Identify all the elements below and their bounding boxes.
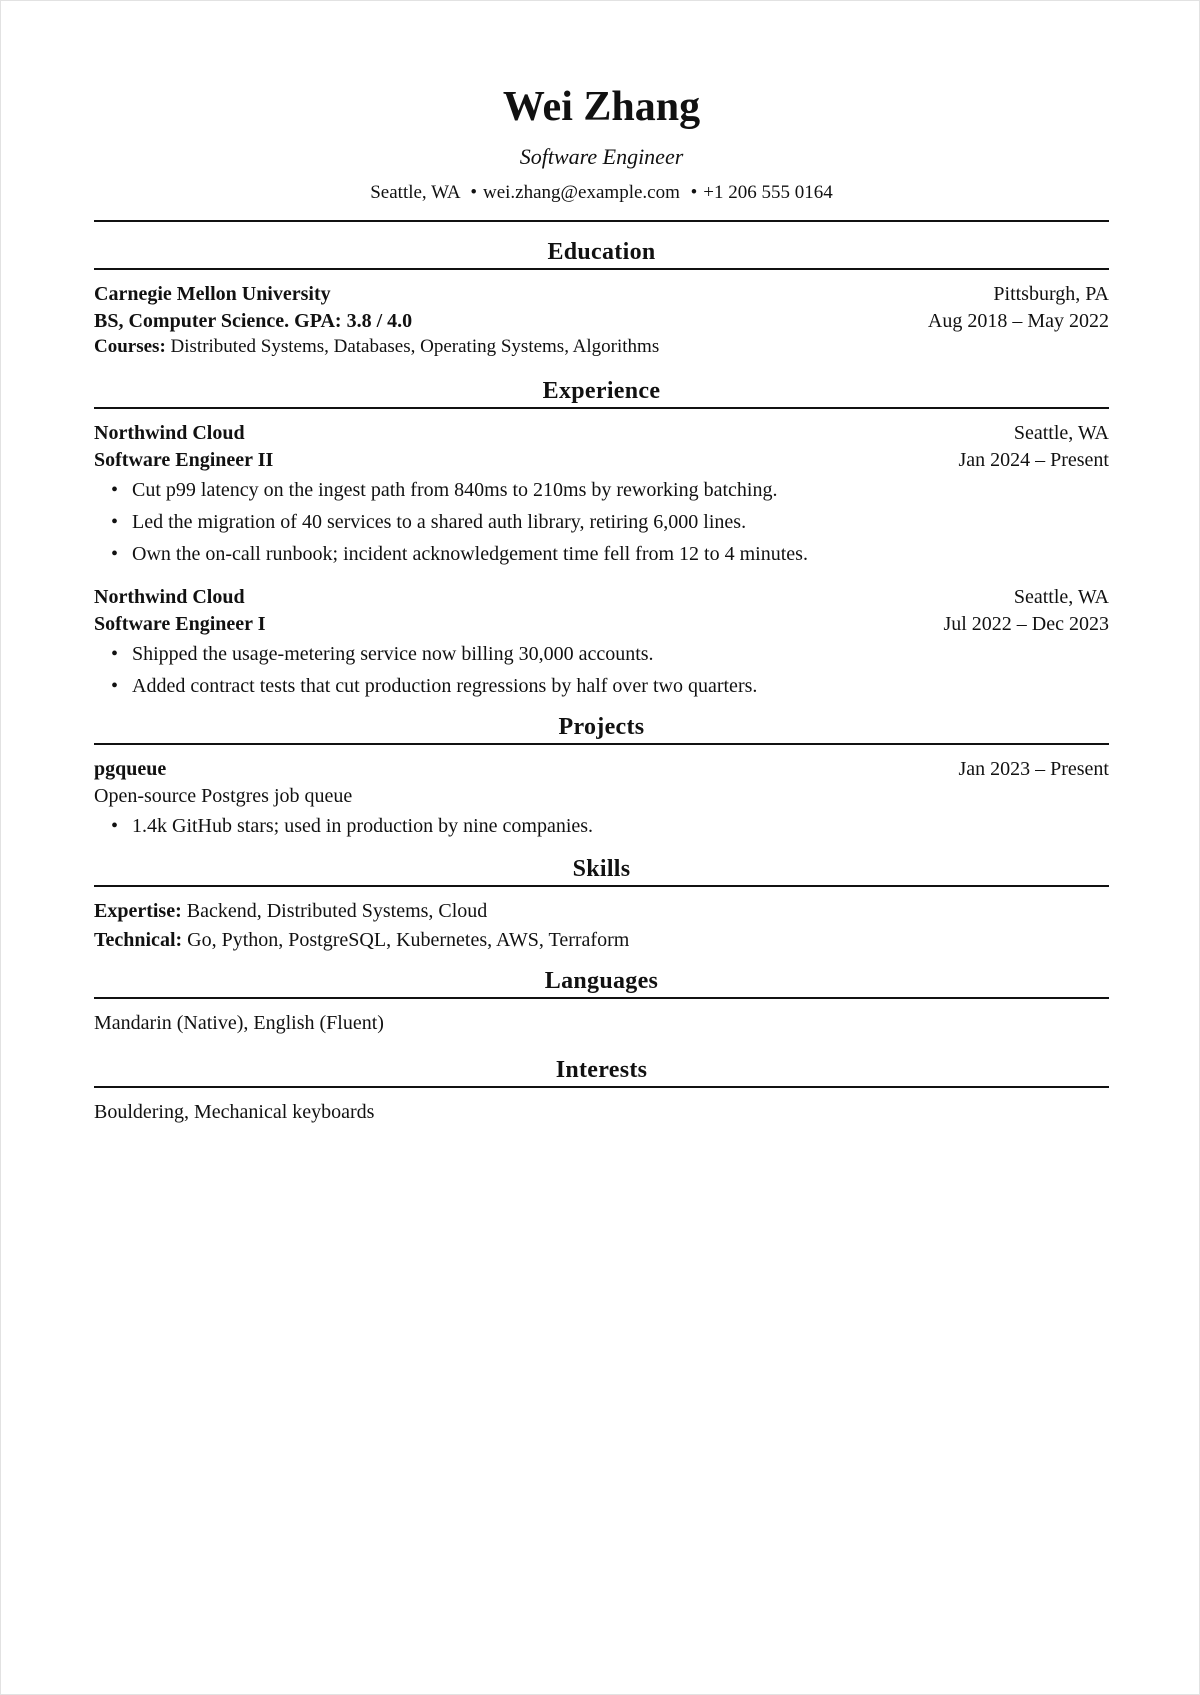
job-company-row — [94, 583, 1109, 610]
project-name: pgqueue — [94, 758, 167, 780]
courses-label: Courses: — [94, 336, 166, 357]
education-dates: Aug 2018 – May 2022 — [927, 310, 1109, 332]
experience-entry — [94, 409, 1109, 571]
courses-line — [94, 334, 1109, 361]
section-heading-languages: Languages — [94, 953, 1109, 999]
contact-location: Seattle, WA — [370, 182, 460, 203]
contact-separator: • — [470, 182, 477, 203]
job-bullet: • Cut p99 latency on the ingest path from 840ms to 210ms by reworking batching. — [94, 475, 1109, 507]
job-bullets — [94, 475, 1109, 571]
resume-header — [94, 1, 1109, 222]
job-role: Software Engineer II — [94, 449, 274, 471]
expertise-label: Expertise: — [94, 900, 182, 922]
experience-entry — [94, 583, 1109, 703]
skills-technical-line — [94, 926, 1109, 953]
job-dates: Jan 2024 – Present — [958, 449, 1109, 471]
candidate-title: Software Engineer — [519, 144, 684, 169]
skills-expertise-line — [94, 897, 1109, 926]
school-name: Carnegie Mellon University — [94, 283, 331, 305]
job-bullet: • Own the on-call runbook; incident acknowledgement time fell from 12 to 4 minutes. — [94, 539, 1109, 571]
project-name-row — [94, 755, 1109, 782]
contact-separator: • — [690, 182, 698, 203]
skills-block — [94, 887, 1109, 953]
courses-list: Distributed Systems, Databases, Operating Systems, Algorithms — [170, 336, 660, 357]
job-company: Northwind Cloud — [94, 422, 245, 444]
school-location: Pittsburgh, PA — [993, 283, 1109, 305]
project-dates: Jan 2023 – Present — [958, 758, 1109, 780]
section-heading-projects: Projects — [94, 703, 1109, 745]
job-role: Software Engineer I — [94, 613, 266, 635]
job-bullet: • Led the migration of 40 services to a shared auth library, retiring 6,000 lines. — [94, 507, 1109, 539]
job-company-row — [94, 419, 1109, 446]
job-role-row — [94, 610, 1109, 637]
job-bullet: • Shipped the usage-metering service now billing 30,000 accounts. — [94, 639, 1109, 671]
project-entry — [94, 745, 1109, 843]
job-location: Seattle, WA — [1013, 586, 1109, 608]
interests-text: Bouldering, Mechanical keyboards — [94, 1101, 375, 1123]
contact-line — [94, 177, 1109, 209]
project-description: Open-source Postgres job queue — [94, 785, 353, 807]
job-dates: Jul 2022 – Dec 2023 — [943, 613, 1109, 635]
languages-text: Mandarin (Native), English (Fluent) — [94, 1012, 384, 1034]
entry-spacer — [94, 571, 1109, 583]
section-heading-interests: Interests — [94, 1036, 1109, 1088]
section-heading-experience: Experience — [94, 361, 1109, 409]
technical-label: Technical: — [94, 929, 183, 951]
education-degree-row — [94, 307, 1109, 334]
section-heading-education: Education — [94, 222, 1109, 270]
education-school-row — [94, 280, 1109, 307]
job-company: Northwind Cloud — [94, 586, 245, 608]
education-entry — [94, 270, 1109, 361]
contact-phone[interactable]: +1 206 555 0164 — [703, 182, 833, 203]
degree: BS, Computer Science. GPA: 3.8 / 4.0 — [94, 310, 413, 332]
expertise-list: Backend, Distributed Systems, Cloud — [186, 900, 488, 922]
section-heading-skills: Skills — [94, 843, 1109, 887]
technical-list: Go, Python, PostgreSQL, Kubernetes, AWS, Terraform — [187, 929, 630, 951]
job-bullet: • Added contract tests that cut production regressions by half over two quarters. — [94, 671, 1109, 703]
resume-content — [94, 1, 1109, 1125]
job-bullets — [94, 639, 1109, 703]
job-location: Seattle, WA — [1013, 422, 1109, 444]
project-bullet: • 1.4k GitHub stars; used in production by nine companies. — [94, 811, 1109, 843]
contact-email[interactable]: wei.zhang@example.com — [483, 182, 680, 203]
job-role-row — [94, 446, 1109, 473]
candidate-name: Wei Zhang — [502, 84, 701, 130]
project-bullets — [94, 811, 1109, 843]
